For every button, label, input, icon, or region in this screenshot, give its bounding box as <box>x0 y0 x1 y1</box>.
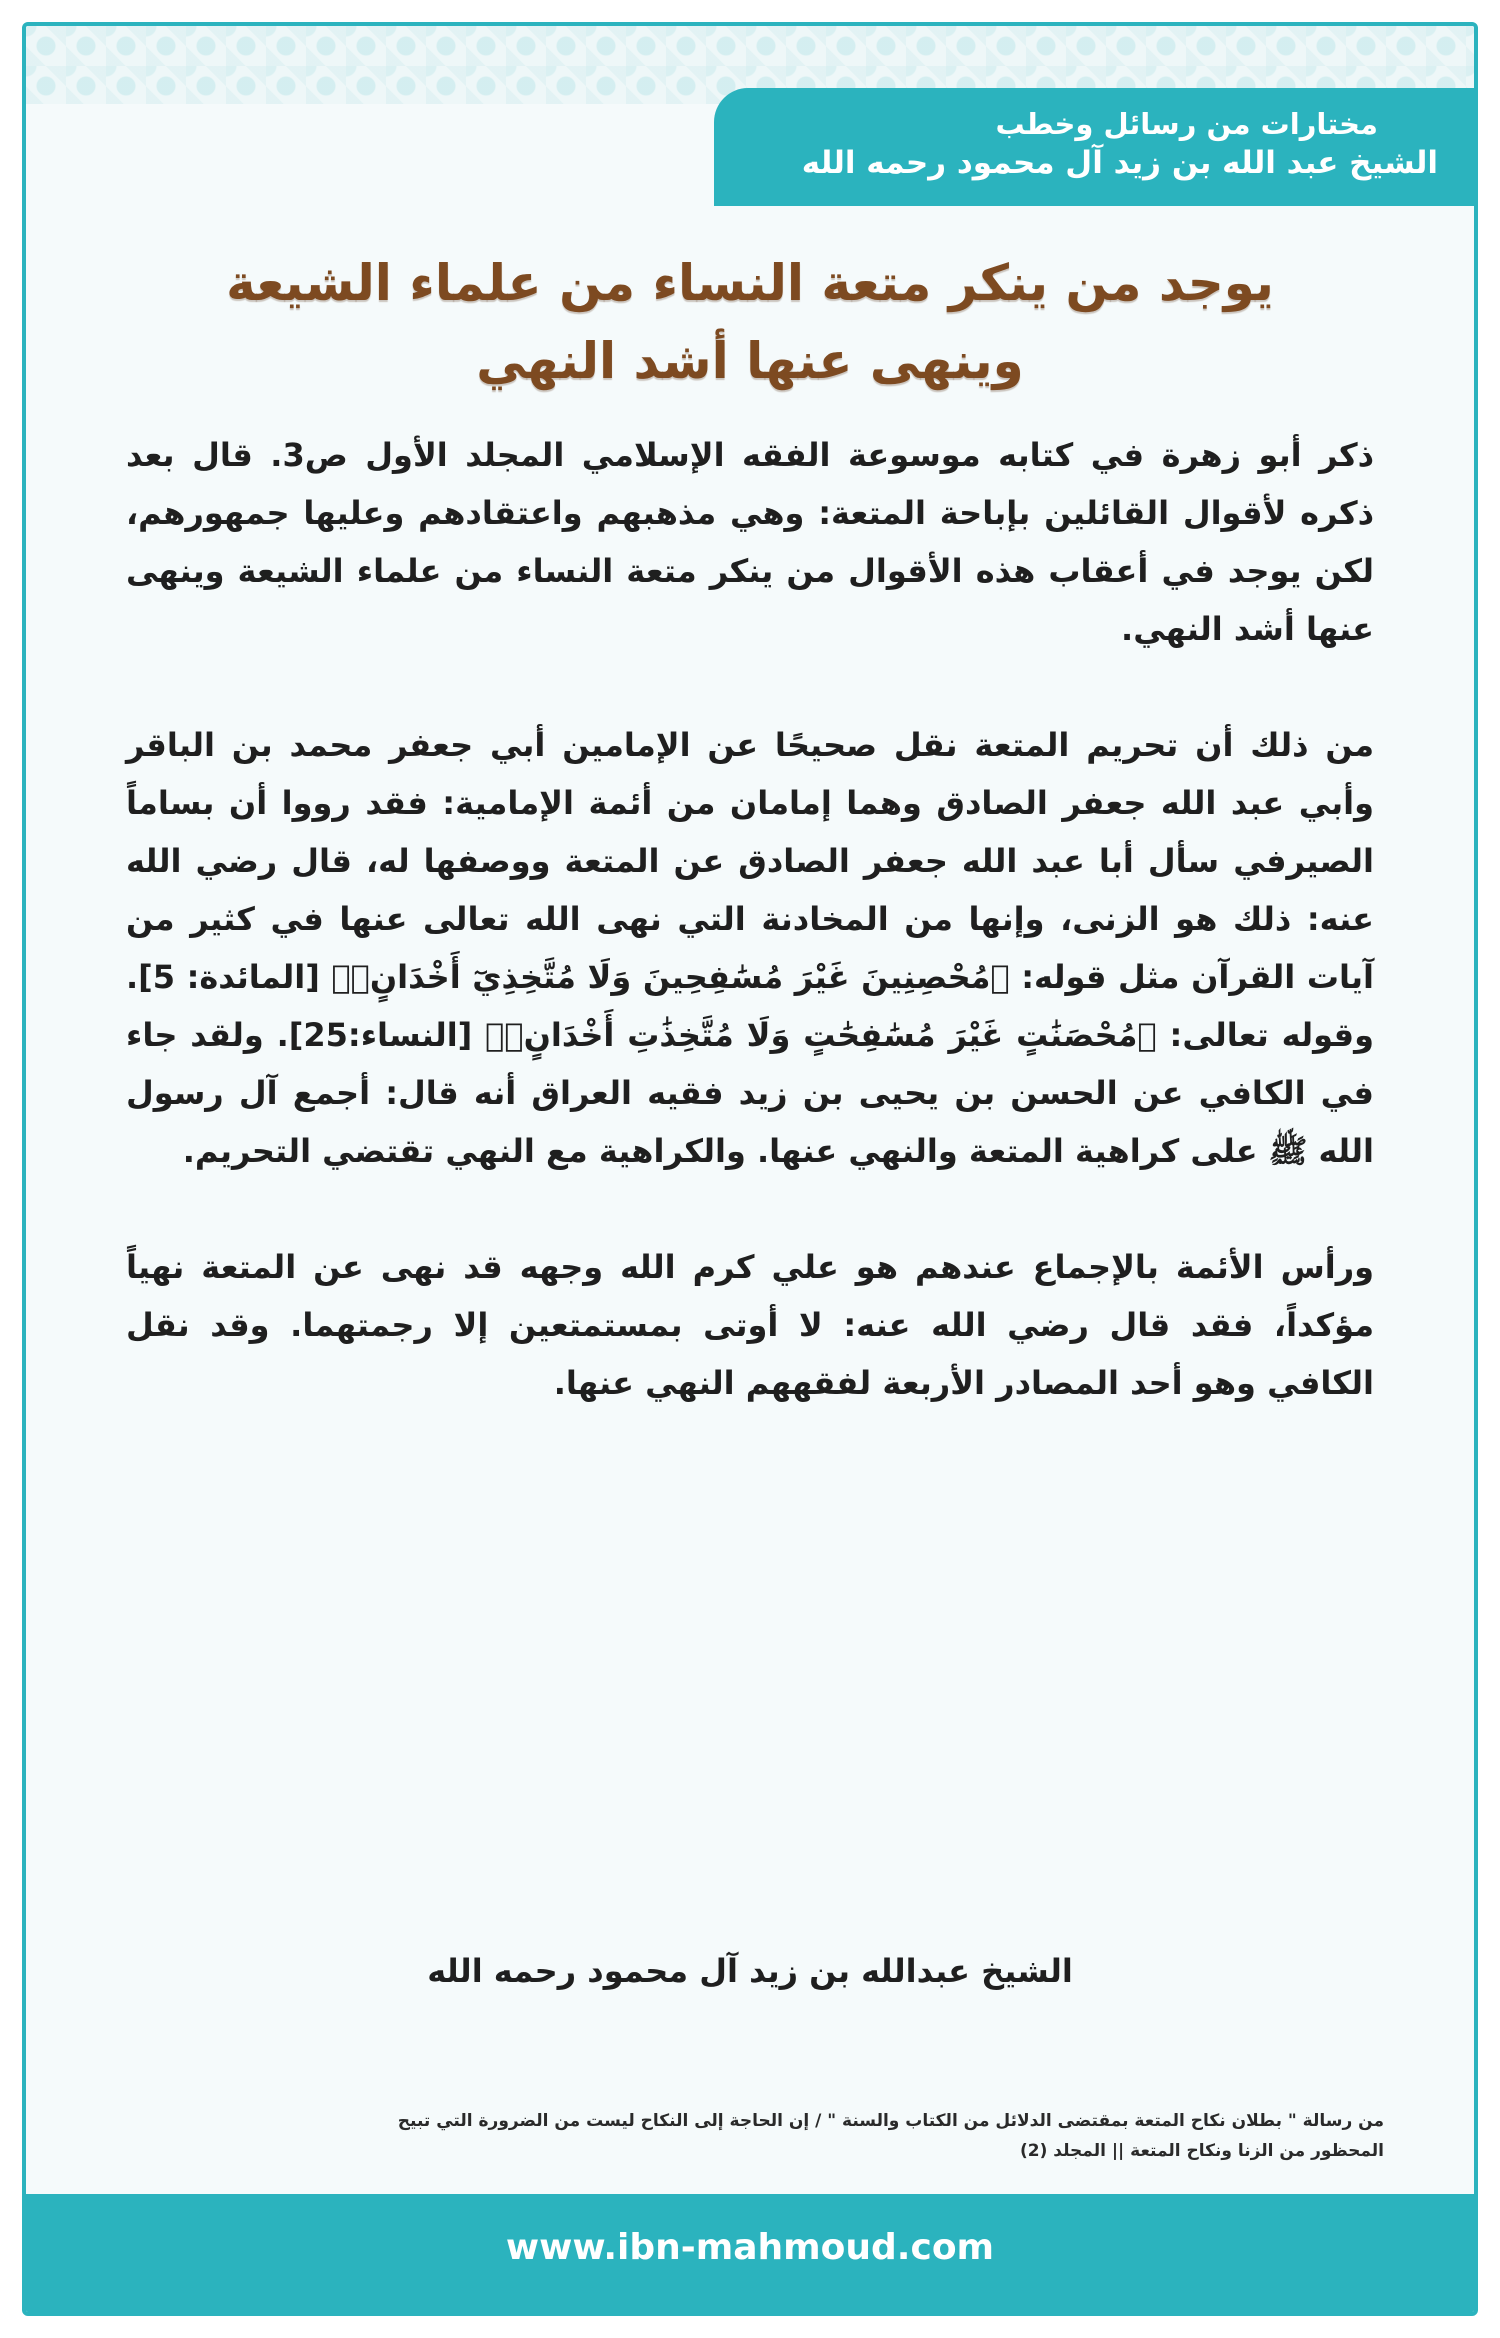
page-title <box>86 244 1414 400</box>
source-citation <box>126 2106 1384 2166</box>
paragraph-2: من ذلك أن تحريم المتعة نقل صحيحًا عن الإمامين أبي جعفر محمد بن الباقر وأبي عبد الله جعفر الصادق وهما إمامان من أئمة الإمامية: فقد رووا أن بساماً الصيرفي سأل أبا عبد الله جعفر الصادق عن المتعة ووصفها له، قال رضي الله عنه: ذلك هو الزنى، وإنها من المخادنة التي نهى الله تعالى عنها في كثير من آيات القرآن مثل قوله: ﴿مُحْصِنِينَ غَيْرَ مُسَٰفِحِينَ وَلَا مُتَّخِذِيٓ أَخْدَانٍۗ﴾ [المائدة: 5]. وقوله تعالى: ﴿مُحْصَنَٰتٍ غَيْرَ مُسَٰفِحَٰتٍ وَلَا مُتَّخِذَٰتِ أَخْدَانٍۚ﴾ [النساء:25]. ولقد جاء في الكافي عن الحسن بن يحيى بن زيد فقيه العراق أنه قال: أجمع آل رسول الله ﷺ على كراهية المتعة والنهي عنها. والكراهية مع النهي تقتضي التحريم. <box>126 726 1374 1170</box>
source-line-1: من رسالة " بطلان نكاح المتعة بمقتضى الدلائل من الكتاب والسنة " / إن الحاجة إلى النكاح ليست من الضرورة التي تبيح <box>397 2111 1384 2131</box>
title-line-1: يوجد من ينكر متعة النساء من علماء الشيعة <box>226 254 1274 312</box>
paragraph-3: ورأس الأئمة بالإجماع عندهم هو علي كرم الله وجهه قد نهى عن المتعة نهياً مؤكداً، فقد قال رضي الله عنه: لا أوتى بمستمتعين إلا رجمتهما. وقد نقل الكافي وهو أحد المصادر الأربعة لفقههم النهي عنها. <box>126 1248 1374 1402</box>
footer-bar <box>26 2194 1474 2312</box>
article-body <box>126 426 1374 1470</box>
author-signature: الشيخ عبدالله بن زيد آل محمود رحمه الله <box>427 1952 1073 1990</box>
header-author-name: الشيخ عبد الله بن زيد آل محمود رحمه الله <box>801 145 1438 181</box>
source-line-2: المحظور من الزنا ونكاح المتعة || المجلد (2) <box>1019 2141 1384 2161</box>
website-link[interactable]: www.ibn-mahmoud.com <box>505 2227 995 2268</box>
title-line-2: وينهى عنها أشد النهي <box>476 332 1024 390</box>
page-frame <box>22 22 1478 2316</box>
header-banner <box>714 88 1474 206</box>
paragraph-1: ذكر أبو زهرة في كتابه موسوعة الفقه الإسلامي المجلد الأول ص3. قال بعد ذكره لأقوال القائلين بإباحة المتعة: وهي مذهبهم واعتقادهم وعليها جمهورهم، لكن يوجد في أعقاب هذه الأقوال من ينكر متعة النساء من علماء الشيعة وينهى عنها أشد النهي. <box>126 436 1375 648</box>
header-series-title: مختارات من رسائل وخطب <box>995 107 1378 141</box>
